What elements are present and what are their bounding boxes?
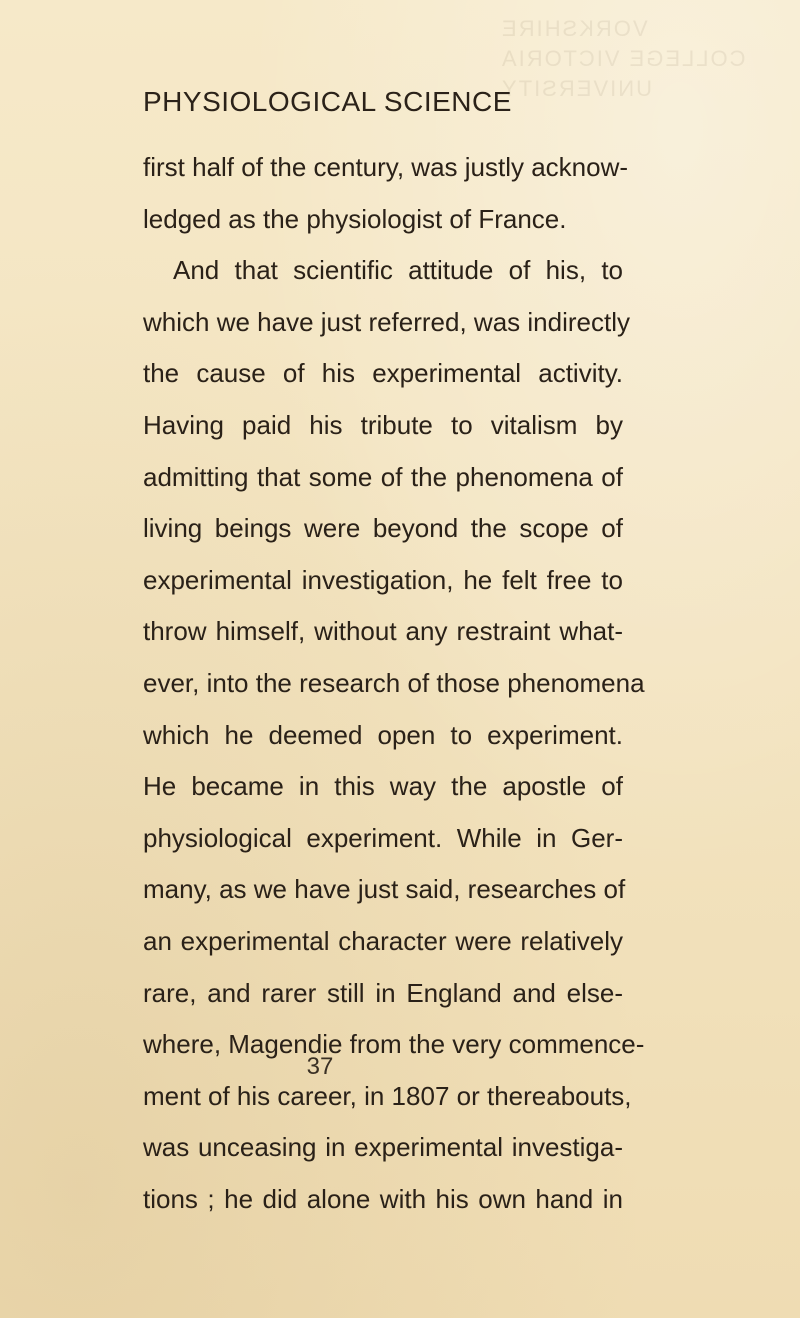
text-line: admitting that some of the phenomena of (143, 461, 623, 492)
text-line: which he deemed open to experiment. (143, 719, 623, 750)
text-line: an experimental character were relatively (143, 925, 623, 956)
text-line: physiological experiment. While in Ger- (143, 822, 623, 853)
bleed-through-stamp: VORKSHIRE COLLEGE VICTORIA UNIVERSITY (500, 16, 746, 101)
body-text (143, 142, 645, 1225)
text-line: throw himself, without any restraint what- (143, 616, 623, 647)
text-line: Having paid his tribute to vitalism by (143, 409, 623, 440)
text-line: ledged as the physiologist of France. (143, 203, 567, 234)
text-line: rare, and rarer still in England and else- (143, 977, 623, 1008)
text-line: tions ; he did alone with his own hand in (143, 1183, 623, 1214)
text-line: many, as we have just said, researches of (143, 874, 626, 905)
text-line: ever, into the research of those phenomena (143, 667, 645, 698)
running-head: PHYSIOLOGICAL SCIENCE (143, 86, 512, 117)
text-line: was unceasing in experimental investiga- (143, 1132, 623, 1163)
text-line: living beings were beyond the scope of (143, 513, 623, 544)
text-line: first half of the century, was justly acknow- (143, 152, 629, 182)
text-line: ment of his career, in 1807 or thereabouts, (143, 1080, 632, 1111)
text-line: the cause of his experimental activity. (143, 358, 623, 389)
text-line: He became in this way the apostle of (143, 771, 623, 802)
text-line: And that scientific attitude of his, to (173, 255, 623, 286)
text-line: experimental investigation, he felt free to (143, 564, 623, 595)
page-number: 37 (306, 1053, 334, 1080)
text-line: where, Magendie from the very commence- (143, 1029, 645, 1060)
text-line: which we have just referred, was indirectly (143, 306, 630, 337)
